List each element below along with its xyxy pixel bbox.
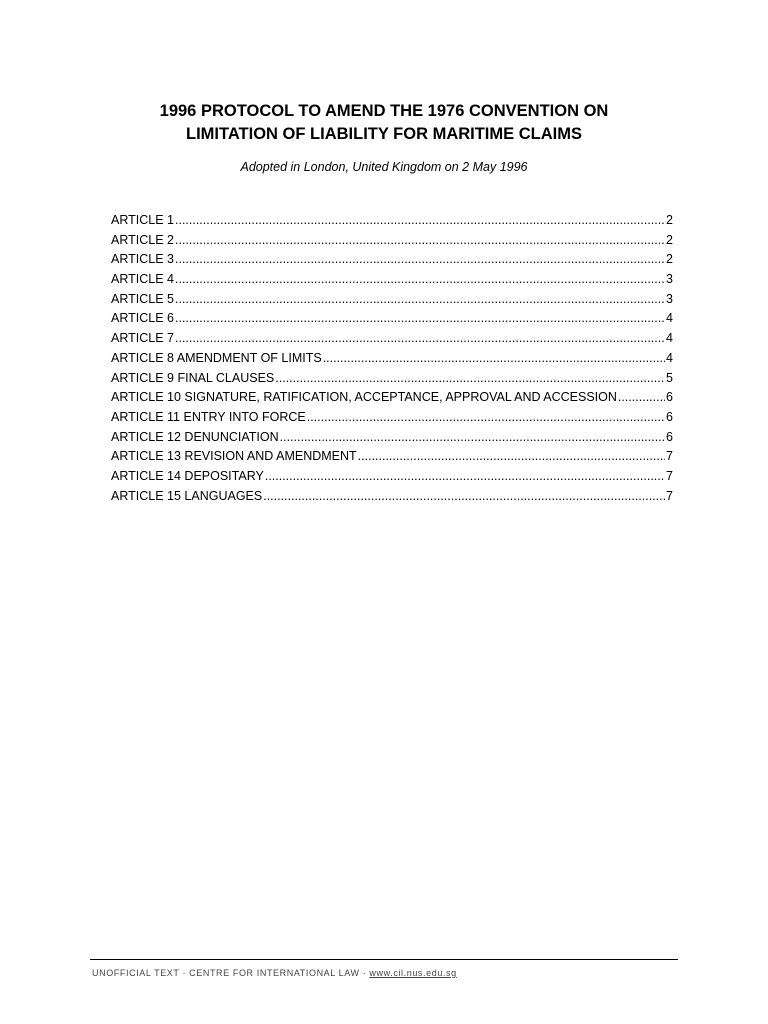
toc-entry-label: ARTICLE 6 (111, 311, 174, 326)
toc-leader-dots (175, 331, 665, 345)
toc-entry-label: ARTICLE 11 ENTRY INTO FORCE (111, 409, 306, 424)
toc-entry[interactable] (111, 489, 673, 509)
toc-leader-dots (175, 311, 665, 325)
toc-leader-dots (618, 390, 665, 404)
footer-link[interactable]: www.cil.nus.edu.sg (369, 968, 457, 978)
toc-entry-page: 6 (666, 409, 673, 424)
toc-entry[interactable] (111, 213, 673, 233)
toc-entry-page: 4 (666, 350, 673, 365)
toc-entry[interactable] (111, 311, 673, 331)
title-line-2: LIMITATION OF LIABILITY FOR MARITIME CLAIMS (186, 125, 582, 143)
toc-entry-page: 4 (666, 331, 673, 346)
toc-leader-dots (280, 430, 665, 444)
toc-entry-label: ARTICLE 3 (111, 252, 174, 267)
toc-entry-label: ARTICLE 2 (111, 232, 174, 247)
toc-leader-dots (307, 410, 665, 424)
toc-leader-dots (265, 469, 665, 483)
footer (92, 968, 457, 978)
toc-entry-page: 3 (666, 272, 673, 287)
toc-entry[interactable] (111, 331, 673, 351)
toc-leader-dots (175, 252, 665, 266)
toc-entry[interactable] (111, 449, 673, 469)
toc-entry-page: 7 (666, 488, 673, 503)
toc-entry-page: 2 (666, 232, 673, 247)
toc-entry-label: ARTICLE 12 DENUNCIATION (111, 429, 279, 444)
title-line-1: 1996 PROTOCOL TO AMEND THE 1976 CONVENTION ON (159, 102, 609, 120)
toc-entry-page: 5 (666, 370, 673, 385)
toc-entry-page: 7 (666, 468, 673, 483)
footer-text: UNOFFICIAL TEXT · CENTRE FOR INTERNATIONAL LAW · (92, 968, 370, 978)
toc-entry-label: ARTICLE 13 REVISION AND AMENDMENT (111, 449, 357, 464)
toc-leader-dots (175, 213, 665, 227)
toc-entry-page: 6 (666, 429, 673, 444)
toc-entry-label: ARTICLE 15 LANGUAGES (111, 488, 263, 503)
toc-leader-dots (175, 292, 665, 306)
toc-entry[interactable] (111, 233, 673, 253)
toc-entry[interactable] (111, 469, 673, 489)
toc-leader-dots (175, 272, 665, 286)
toc-entry-label: ARTICLE 9 FINAL CLAUSES (111, 370, 275, 385)
footer-divider (90, 959, 678, 960)
toc-entry[interactable] (111, 371, 673, 391)
toc-entry-label: ARTICLE 5 (111, 291, 174, 306)
toc-entry-label: ARTICLE 1 (111, 213, 174, 227)
toc-entry-page: 7 (666, 449, 673, 464)
toc-entry-page: 2 (666, 252, 673, 267)
toc-entry[interactable] (111, 351, 673, 371)
toc-entry-page: 3 (666, 291, 673, 306)
document-title (0, 100, 768, 146)
toc-entry-label: ARTICLE 8 AMENDMENT OF LIMITS (111, 350, 322, 365)
table-of-contents (111, 213, 673, 508)
toc-entry-label: ARTICLE 10 SIGNATURE, RATIFICATION, ACCEPTANCE, APPROVAL AND ACCESSION (111, 390, 617, 405)
toc-entry-label: ARTICLE 14 DEPOSITARY (111, 468, 264, 483)
toc-entry[interactable] (111, 410, 673, 430)
document-subtitle: Adopted in London, United Kingdom on 2 May 1996 (240, 160, 528, 174)
toc-entry[interactable] (111, 292, 673, 312)
toc-leader-dots (323, 351, 665, 365)
toc-entry-page: 4 (666, 311, 673, 326)
toc-leader-dots (275, 371, 665, 385)
toc-entry[interactable] (111, 390, 673, 410)
toc-leader-dots (358, 449, 665, 463)
toc-leader-dots (175, 233, 665, 247)
toc-entry-page: 2 (666, 213, 673, 227)
toc-entry-label: ARTICLE 7 (111, 331, 174, 346)
toc-leader-dots (263, 489, 665, 503)
toc-entry[interactable] (111, 252, 673, 272)
toc-entry-page: 6 (666, 390, 673, 405)
toc-entry[interactable] (111, 430, 673, 450)
toc-entry-label: ARTICLE 4 (111, 272, 174, 287)
toc-entry[interactable] (111, 272, 673, 292)
